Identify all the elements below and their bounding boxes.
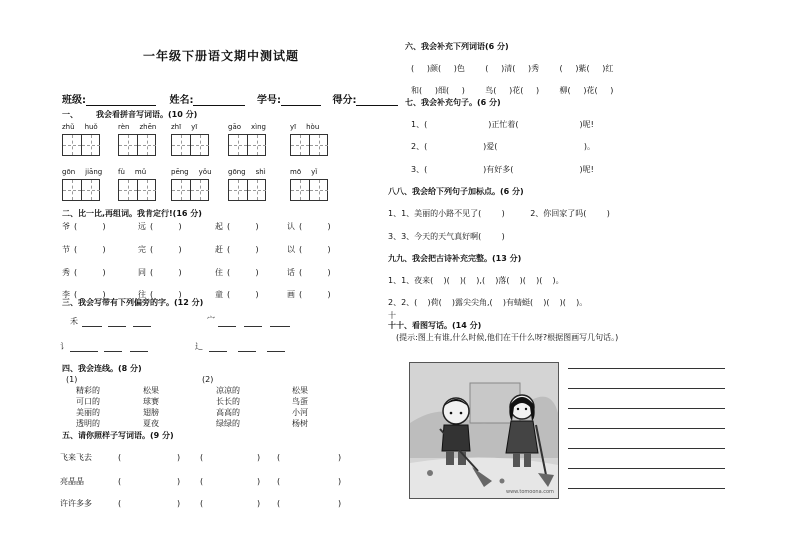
grid-cell[interactable] [190, 135, 209, 155]
answer-paren[interactable]: ) [177, 499, 181, 508]
compare-char: 赶 [215, 245, 223, 254]
class-field[interactable] [86, 96, 156, 106]
compare-char: 以 [287, 245, 295, 254]
answer-line[interactable] [82, 326, 102, 327]
illustration-watermark: www.tomoona.com [506, 489, 554, 495]
answer-paren[interactable]: ) [257, 477, 261, 486]
number-field[interactable] [281, 96, 321, 106]
number-label: 学号: [256, 95, 281, 106]
pinyin-syllable: fù [118, 168, 125, 176]
pinyin-label [118, 122, 156, 132]
compare-char: 认 [287, 222, 295, 231]
compare-char: 李 [62, 290, 70, 299]
grid-cell[interactable] [119, 180, 137, 200]
writing-grid[interactable] [228, 179, 266, 201]
matching-word[interactable]: 高高的 [216, 408, 240, 417]
answer-paren[interactable]: ( ) [299, 245, 331, 254]
grid-cell[interactable] [247, 180, 266, 200]
matching-word[interactable]: 长长的 [216, 397, 240, 406]
writing-grid[interactable] [171, 134, 209, 156]
pinyin-label [62, 122, 98, 132]
grid-guide [310, 145, 328, 146]
pinyin-syllable: yǐ [311, 168, 318, 176]
pinyin-syllable: jiāng [85, 168, 103, 176]
pinyin-syllable: gōn [62, 168, 76, 176]
writing-line[interactable] [568, 448, 725, 449]
grid-guide [82, 190, 100, 191]
grid-cell[interactable] [137, 180, 156, 200]
answer-paren[interactable]: ( ) [74, 268, 106, 277]
radical-yan: 讠 [60, 342, 68, 351]
grid-guide [119, 190, 137, 191]
section1-heading [62, 110, 197, 120]
grid-cell[interactable] [291, 135, 309, 155]
answer-paren[interactable]: ( ) [150, 290, 182, 299]
answer-paren[interactable]: ( [277, 499, 281, 508]
example-word: 亮晶晶 [60, 477, 84, 486]
grid-guide [229, 190, 247, 191]
pinyin-label [62, 167, 102, 177]
matching-word[interactable]: 球赛 [143, 397, 159, 406]
section9-line2: 2、2、( )荷( )露尖尖角,( )有蜻蜓( )( )( )。 [388, 298, 588, 307]
matching-word[interactable]: 松果 [292, 386, 308, 395]
matching-word[interactable]: 松果 [143, 386, 159, 395]
grid-cell[interactable] [137, 135, 156, 155]
class-label: 班级: [62, 95, 86, 106]
grid-cell[interactable] [229, 135, 247, 155]
pinyin-syllable: zhēn [139, 123, 157, 131]
grid-guide [191, 190, 209, 191]
writing-line[interactable] [568, 428, 725, 429]
section4-heading: 四、我会连线。(8 分) [62, 364, 142, 373]
answer-paren[interactable]: ( [200, 477, 204, 486]
grid-guide [138, 190, 156, 191]
matching-word[interactable]: 翅膀 [143, 408, 159, 417]
grid-guide [172, 190, 190, 191]
grid-cell[interactable] [309, 135, 328, 155]
group1-label: (1) [66, 375, 78, 384]
answer-paren[interactable]: ( ) [227, 268, 259, 277]
grid-cell[interactable] [172, 135, 190, 155]
section6-row1: ( )颜( )色 ( )清( )秀 ( )紫( )红 [411, 64, 614, 73]
matching-word[interactable]: 夏夜 [143, 419, 159, 428]
answer-line[interactable] [267, 351, 285, 352]
pinyin-syllable: yī [290, 123, 297, 131]
answer-paren[interactable]: ( [277, 453, 281, 462]
grid-guide [248, 145, 266, 146]
pinyin-syllable: gāo [228, 123, 242, 131]
section8-heading: 八八、我会给下列句子加标点。(6 分) [388, 187, 524, 196]
pinyin-syllable: yī [191, 123, 198, 131]
writing-line[interactable] [568, 488, 725, 489]
pinyin-label [228, 122, 266, 132]
writing-grid[interactable] [62, 179, 100, 201]
pinyin-syllable: shì [255, 168, 266, 176]
section7-heading: 七、我会补充句子。(6 分) [405, 98, 501, 107]
section8-line2: 3、3、今天的天气真好啊( ) [388, 232, 505, 241]
answer-paren[interactable]: ( [118, 477, 122, 486]
section10-heading: 十十、看图写话。(14 分) [388, 321, 482, 330]
matching-word[interactable]: 小河 [292, 408, 308, 417]
children-sweeping-illustration [409, 362, 559, 499]
compare-char: 远 [138, 222, 146, 231]
matching-word[interactable]: 绿绿的 [216, 419, 240, 428]
writing-grid[interactable] [118, 134, 156, 156]
writing-grid[interactable] [290, 179, 328, 201]
answer-line[interactable] [244, 326, 262, 327]
answer-paren[interactable]: ) [177, 477, 181, 486]
sweeping-scene-drawing [410, 363, 558, 498]
matching-word[interactable]: 可口的 [76, 397, 100, 406]
grid-guide [63, 145, 81, 146]
compare-char: 画 [287, 290, 295, 299]
pinyin-syllable: mǔ [134, 168, 147, 176]
answer-paren[interactable]: ( [200, 499, 204, 508]
page-title: 一年级下册语文期中测试题 [143, 49, 300, 63]
compare-char: 爷 [62, 222, 70, 231]
compare-char: 同 [138, 268, 146, 277]
grid-guide [172, 145, 190, 146]
answer-paren[interactable]: ( [200, 453, 204, 462]
matching-word[interactable]: 凉凉的 [216, 386, 240, 395]
grid-guide [138, 145, 156, 146]
answer-paren[interactable]: ( [277, 477, 281, 486]
pinyin-syllable: yǒu [198, 168, 212, 176]
section1-title: 我会看拼音写词语。(10 分) [96, 110, 198, 119]
pinyin-syllable: gōng [228, 168, 246, 176]
name-label: 姓名: [169, 95, 194, 106]
answer-line[interactable] [133, 326, 151, 327]
pinyin-syllable: zhǔ [62, 123, 75, 131]
section7-line2: 2、( )爱( )。 [411, 142, 595, 151]
answer-line[interactable] [238, 351, 256, 352]
compare-char: 完 [138, 245, 146, 254]
answer-line[interactable] [130, 351, 148, 352]
grid-cell[interactable] [172, 180, 190, 200]
answer-paren[interactable]: ( ) [150, 268, 182, 277]
section7-line3: 3、( )有好多( )呢! [411, 165, 594, 174]
grid-guide [248, 190, 266, 191]
answer-paren[interactable]: ( ) [74, 222, 106, 231]
answer-paren[interactable]: ( [118, 499, 122, 508]
grid-guide [63, 190, 81, 191]
matching-word[interactable]: 美丽的 [76, 408, 100, 417]
answer-paren[interactable]: ( ) [74, 290, 106, 299]
pinyin-label [290, 167, 317, 177]
grid-cell[interactable] [291, 180, 309, 200]
grid-cell[interactable] [63, 135, 81, 155]
matching-word[interactable]: 鸟蛋 [292, 397, 308, 406]
compare-char: 秀 [62, 268, 70, 277]
pinyin-syllable: mō [290, 168, 302, 176]
writing-line[interactable] [568, 368, 725, 369]
pinyin-syllable: pēng [171, 168, 189, 176]
grid-guide [82, 145, 100, 146]
writing-grid[interactable] [62, 134, 100, 156]
pinyin-syllable: xìng [251, 123, 266, 131]
stray-mark: 十 [388, 311, 396, 320]
answer-paren[interactable]: ) [177, 453, 181, 462]
answer-paren[interactable]: ( [118, 453, 122, 462]
grid-cell[interactable] [309, 180, 328, 200]
section2-heading: 二、比一比,再组词。我肯定行!(16 分) [62, 209, 202, 218]
writing-line[interactable] [568, 408, 725, 409]
pinyin-label [171, 167, 212, 177]
pinyin-label [171, 122, 197, 132]
answer-paren[interactable]: ) [338, 499, 342, 508]
grid-cell[interactable] [119, 135, 137, 155]
grid-cell[interactable] [81, 180, 100, 200]
answer-paren[interactable]: ( ) [227, 222, 259, 231]
section1-number: 一、 [62, 110, 78, 119]
pinyin-syllable: rèn [118, 123, 130, 131]
answer-paren[interactable]: ) [257, 499, 261, 508]
answer-paren[interactable]: ) [338, 453, 342, 462]
grid-guide [191, 145, 209, 146]
writing-grid[interactable] [228, 134, 266, 156]
score-label: 得分: [332, 95, 357, 106]
writing-line[interactable] [568, 468, 725, 469]
grid-cell[interactable] [81, 135, 100, 155]
answer-paren[interactable]: ) [257, 453, 261, 462]
pinyin-syllable: huǒ [84, 123, 98, 131]
section6-heading: 六、我会补充下列词语(6 分) [405, 42, 509, 51]
pinyin-label [228, 167, 266, 177]
grid-guide [291, 190, 309, 191]
answer-paren[interactable]: ( ) [74, 245, 106, 254]
matching-word[interactable]: 杨树 [292, 419, 308, 428]
student-info-row [62, 91, 398, 106]
compare-char: 节 [62, 245, 70, 254]
section6-row2: 和( )细( ) 鸟( )花( ) 柳( )花( ) [411, 86, 614, 95]
grid-cell[interactable] [229, 180, 247, 200]
pinyin-label [290, 122, 319, 132]
answer-paren[interactable]: ( ) [299, 268, 331, 277]
grid-cell[interactable] [63, 180, 81, 200]
writing-line[interactable] [568, 388, 725, 389]
answer-paren[interactable]: ( ) [150, 222, 182, 231]
answer-paren[interactable]: ( ) [150, 245, 182, 254]
compare-char: 话 [287, 268, 295, 277]
section8-line1: 1、1、美丽的小路不见了( ) 2、你回家了吗( ) [388, 209, 610, 218]
section9-heading: 九九、我会把古诗补充完整。(13 分) [388, 254, 522, 263]
grid-cell[interactable] [247, 135, 266, 155]
section10-hint: (提示:图上有谁,什么时候,他们在干什么呀?根据图画写几句话。) [396, 333, 619, 342]
writing-grid[interactable] [171, 179, 209, 201]
writing-grid[interactable] [290, 134, 328, 156]
matching-word[interactable]: 透明的 [76, 419, 100, 428]
grid-cell[interactable] [190, 180, 209, 200]
pinyin-syllable: zhī [171, 123, 182, 131]
answer-paren[interactable]: ( ) [227, 290, 259, 299]
section9-line1: 1、1、夜来( )( )( ),( )落( )( )( )。 [388, 276, 564, 285]
matching-word[interactable]: 精彩的 [76, 386, 100, 395]
answer-paren[interactable]: ( ) [299, 290, 331, 299]
grid-guide [310, 190, 328, 191]
compare-char: 起 [215, 222, 223, 231]
grid-guide [119, 145, 137, 146]
section3-heading: 三、我会写带有下列偏旁的字。(12 分) [62, 298, 204, 307]
answer-line[interactable] [108, 326, 126, 327]
radical-he: 禾 [70, 317, 78, 326]
compare-char: 住 [215, 268, 223, 277]
answer-line[interactable] [104, 351, 122, 352]
writing-grid[interactable] [118, 179, 156, 201]
section7-line1: 1、( )正忙着( )呢! [411, 120, 594, 129]
answer-line[interactable] [70, 351, 98, 352]
example-word: 许许多多 [60, 499, 92, 508]
answer-line[interactable] [270, 326, 290, 327]
compare-char: 童 [215, 290, 223, 299]
name-field[interactable] [193, 96, 245, 106]
answer-paren[interactable]: ) [338, 477, 342, 486]
radical-mian: 宀 [207, 315, 215, 324]
pinyin-label [118, 167, 146, 177]
answer-line[interactable] [218, 326, 236, 327]
group2-label: (2) [202, 375, 214, 384]
answer-paren[interactable]: ( ) [227, 245, 259, 254]
grid-guide [229, 145, 247, 146]
radical-zou: 辶 [195, 342, 203, 351]
pinyin-syllable: hòu [306, 123, 320, 131]
answer-paren[interactable]: ( ) [299, 222, 331, 231]
grid-guide [291, 145, 309, 146]
score-field[interactable] [356, 96, 398, 106]
answer-line[interactable] [209, 351, 227, 352]
section5-heading: 五、请你照样子写词语。(9 分) [62, 431, 174, 440]
example-word: 飞来飞去 [60, 453, 92, 462]
compare-char: 往 [138, 290, 146, 299]
